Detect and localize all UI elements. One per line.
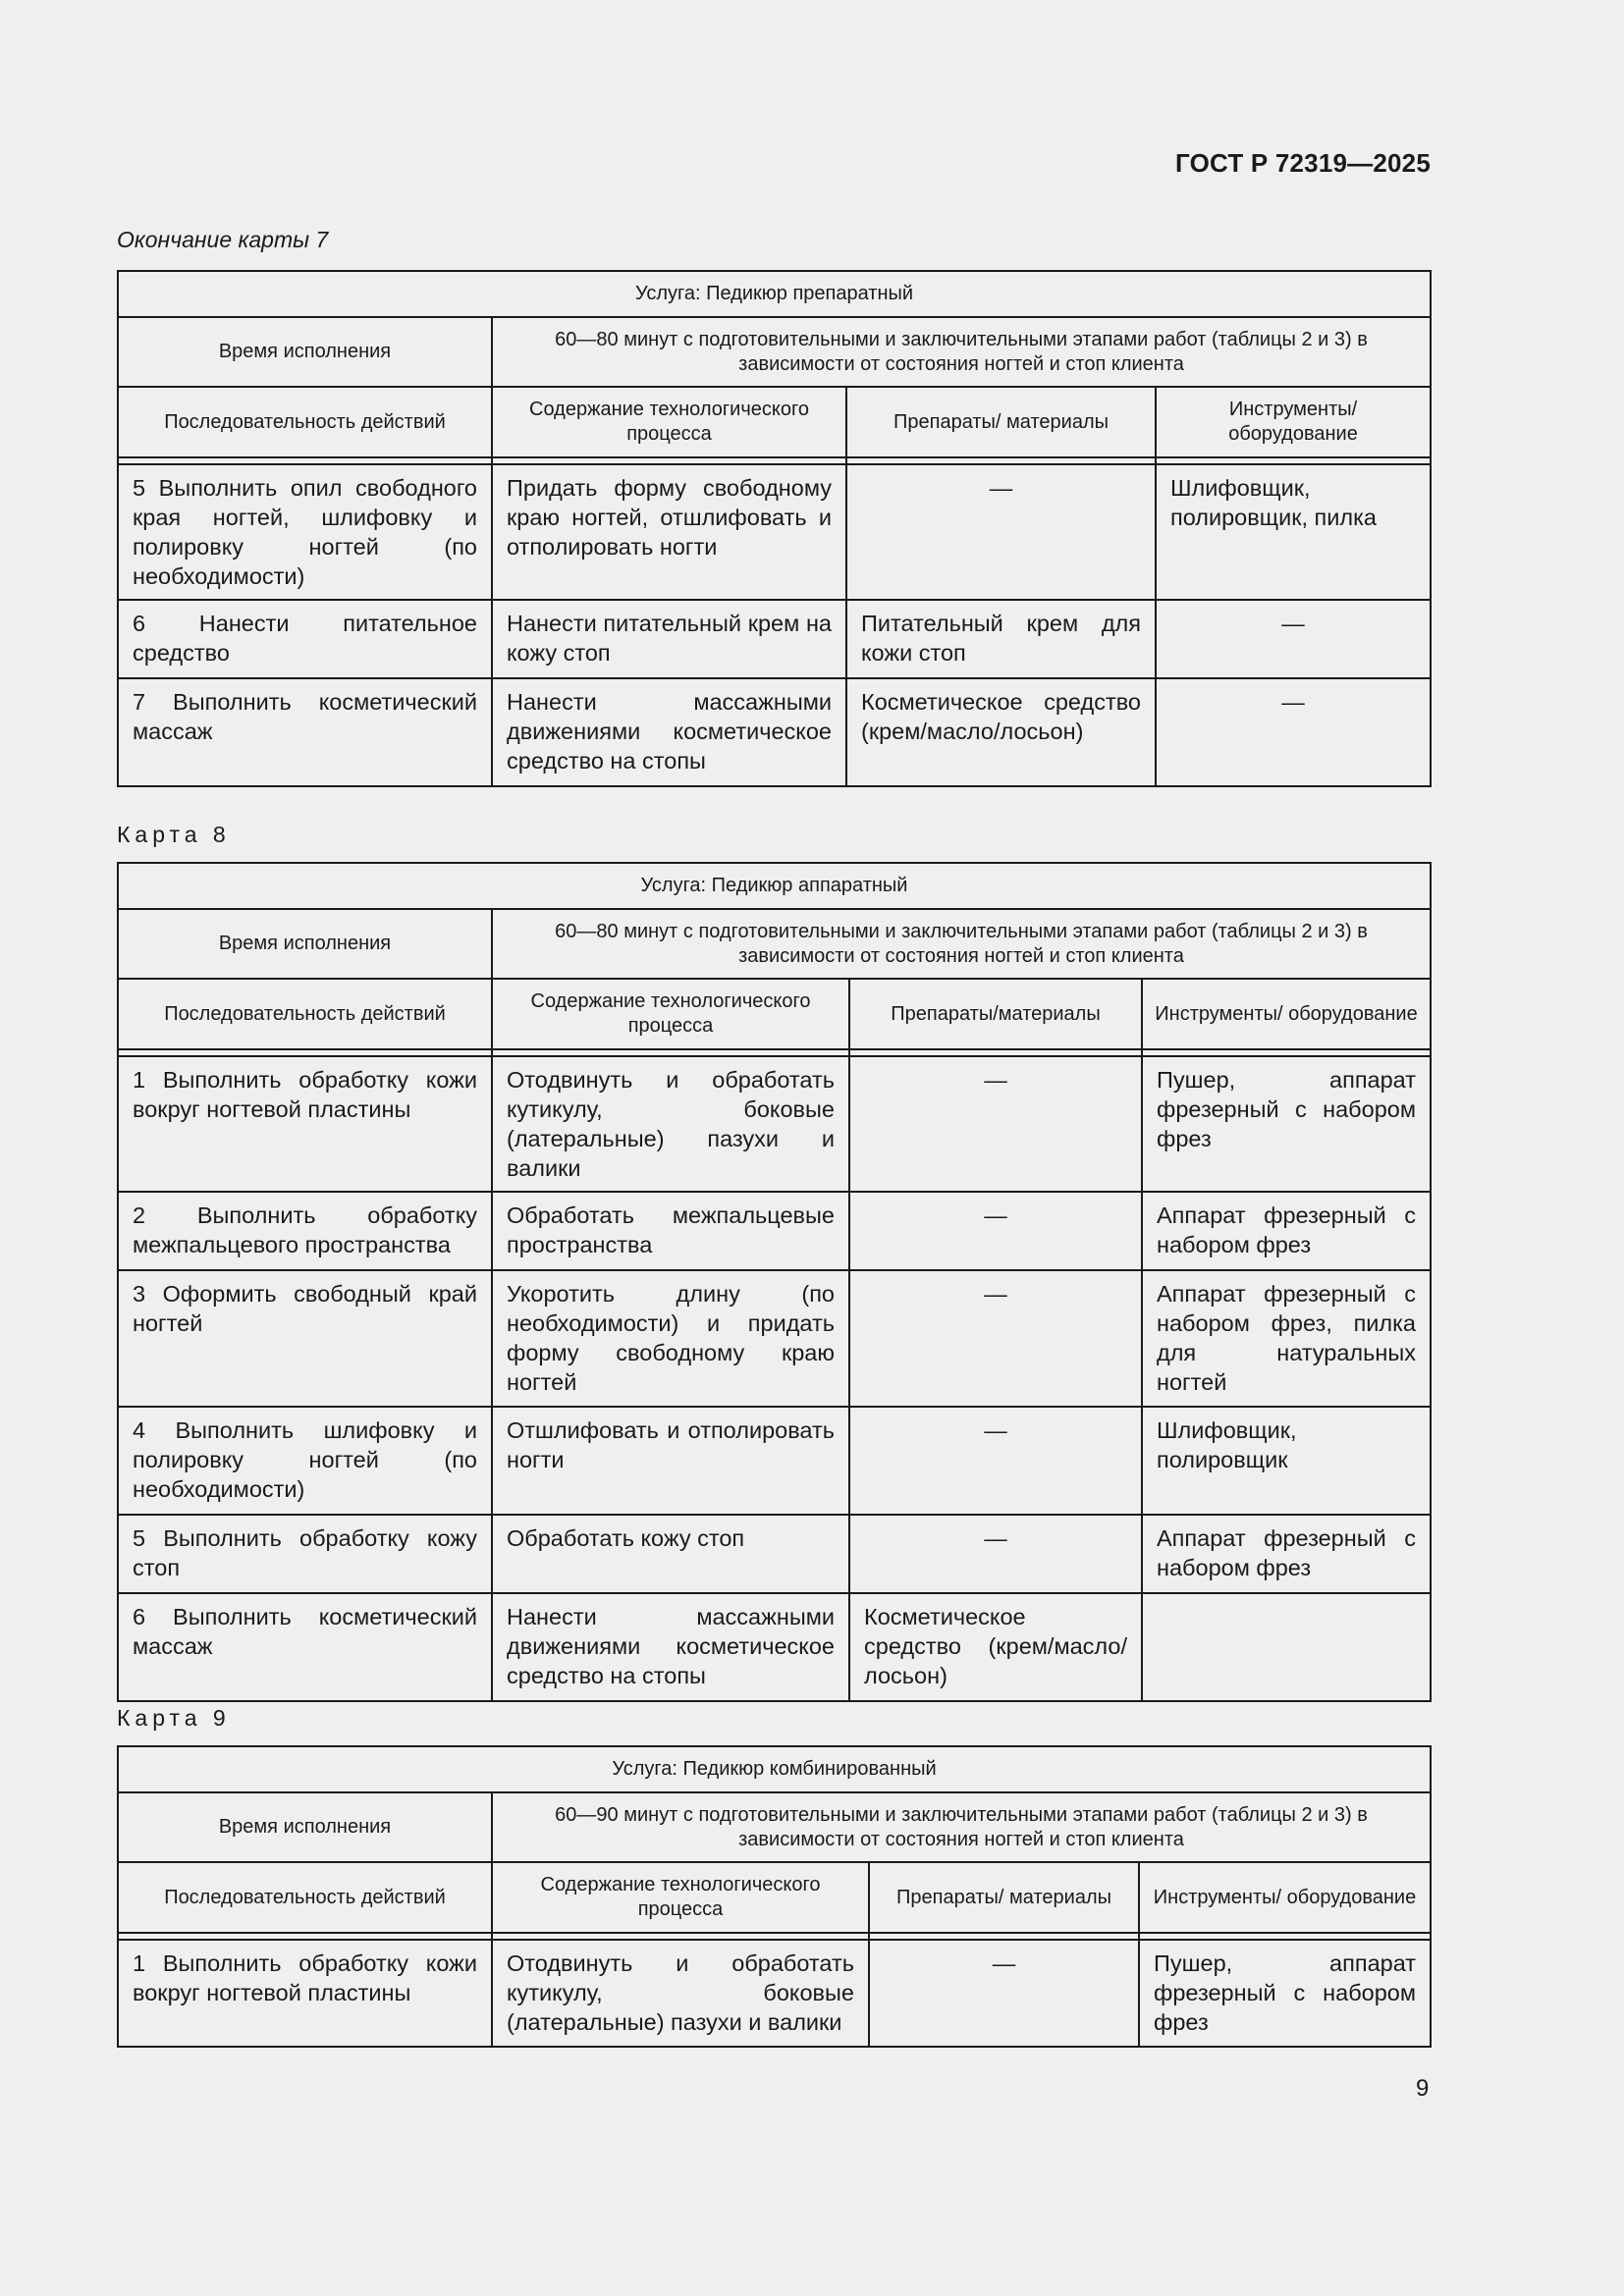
materials-cell: Питательный крем для кожи стоп [846, 600, 1156, 678]
time-value: 60—90 минут с подготовительными и заключительными этапами работ (таблицы 2 и 3) в зависимости от состояния ногтей и стоп клиента [492, 1792, 1431, 1862]
process-cell: Отодвинуть и обработать кутикулу, боковые (латеральные) пазухи и валики [492, 1940, 869, 2047]
step-cell: 1 Выполнить обработку кожи вокруг ногтевой пластины [118, 1940, 492, 2047]
tools-cell: Аппарат фрезерный с набором фрез [1142, 1192, 1431, 1270]
process-cell: Придать форму свободному краю ногтей, отшлифовать и отполировать ногти [492, 464, 846, 600]
table-row [118, 678, 1431, 786]
col-header-materials: Препараты/материалы [849, 979, 1142, 1049]
table-row [118, 464, 1431, 600]
card9-caption: Карта 9 [117, 1705, 231, 1731]
step-cell: 2 Выполнить обработку межпальцевого пространства [118, 1192, 492, 1270]
tools-cell: — [1156, 678, 1431, 786]
materials-cell: — [849, 1056, 1142, 1192]
step-cell: 5 Выполнить опил свободного края ногтей, шлифовку и полировку ногтей (по необходимости) [118, 464, 492, 600]
tools-cell: Шлифовщик, полировщик, пилка [1156, 464, 1431, 600]
step-cell: 7 Выполнить косметический массаж [118, 678, 492, 786]
tools-cell: Шлифовщик, полировщик [1142, 1407, 1431, 1515]
table-row [118, 1056, 1431, 1192]
col-header-materials: Препараты/ материалы [846, 387, 1156, 457]
tools-cell: — [1156, 600, 1431, 678]
col-header-tools: Инструменты/ оборудование [1142, 979, 1431, 1049]
process-cell: Нанести массажными движениями косметическое средство на стопы [492, 678, 846, 786]
process-cell: Нанести питательный крем на кожу стоп [492, 600, 846, 678]
process-cell: Отшлифовать и отполировать ногти [492, 1407, 849, 1515]
service-title: Услуга: Педикюр аппаратный [118, 863, 1431, 909]
process-cell: Укоротить длину (по необходимости) и придать форму свободному краю ногтей [492, 1270, 849, 1407]
step-cell: 5 Выполнить обработку кожу стоп [118, 1515, 492, 1593]
process-cell: Отодвинуть и обработать кутикулу, боковые (латеральные) пазухи и валики [492, 1056, 849, 1192]
col-header-process: Содержание технологического процесса [492, 979, 849, 1049]
step-cell: 4 Выполнить шлифовку и полировку ногтей (по необходимости) [118, 1407, 492, 1515]
time-label: Время исполнения [118, 909, 492, 979]
materials-cell: — [849, 1515, 1142, 1593]
service-title: Услуга: Педикюр комбинированный [118, 1746, 1431, 1792]
card7-table [117, 270, 1432, 787]
step-cell: 3 Оформить свободный край ногтей [118, 1270, 492, 1407]
materials-cell: — [849, 1192, 1142, 1270]
col-header-tools: Инструменты/ оборудование [1156, 387, 1431, 457]
table-row [118, 1192, 1431, 1270]
table-row [118, 600, 1431, 678]
step-cell: 6 Выполнить косметический массаж [118, 1593, 492, 1701]
tools-cell: Аппарат фрезерный с набором фрез [1142, 1515, 1431, 1593]
col-header-materials: Препараты/ материалы [869, 1862, 1139, 1933]
step-cell: 6 Нанести питательное средство [118, 600, 492, 678]
process-cell: Нанести массажными движениями косметическое средство на стопы [492, 1593, 849, 1701]
materials-cell: — [849, 1407, 1142, 1515]
col-header-process: Содержание технологического процесса [492, 1862, 869, 1933]
card9-table [117, 1745, 1432, 2048]
col-header-sequence: Последовательность действий [118, 1862, 492, 1933]
table-row [118, 1593, 1431, 1701]
materials-cell: Косметическое средство (крем/масло/лосьон) [846, 678, 1156, 786]
time-label: Время исполнения [118, 1792, 492, 1862]
service-title: Услуга: Педикюр препаратный [118, 271, 1431, 317]
time-value: 60—80 минут с подготовительными и заключительными этапами работ (таблицы 2 и 3) в зависимости от состояния ногтей и стоп клиента [492, 317, 1431, 387]
standard-designation: ГОСТ Р 72319—2025 [1175, 148, 1431, 178]
table-row [118, 1940, 1431, 2047]
card7-end-caption: Окончание карты 7 [117, 227, 329, 252]
time-label: Время исполнения [118, 317, 492, 387]
tools-cell: Пушер, аппарат фрезерный с набором фрез [1139, 1940, 1431, 2047]
card8-table [117, 862, 1432, 1702]
tools-cell [1142, 1593, 1431, 1701]
time-value: 60—80 минут с подготовительными и заключительными этапами работ (таблицы 2 и 3) в зависимости от состояния ногтей и стоп клиента [492, 909, 1431, 979]
tools-cell: Пушер, аппарат фрезерный с набором фрез [1142, 1056, 1431, 1192]
tools-cell: Аппарат фрезерный с набором фрез, пилка для натуральных ногтей [1142, 1270, 1431, 1407]
table-row [118, 1270, 1431, 1407]
materials-cell: — [869, 1940, 1139, 2047]
table-row [118, 1407, 1431, 1515]
materials-cell: — [849, 1270, 1142, 1407]
table-row [118, 1515, 1431, 1593]
col-header-sequence: Последовательность действий [118, 387, 492, 457]
materials-cell: Косметическое средство (крем/масло/лосьон) [849, 1593, 1142, 1701]
card8-caption: Карта 8 [117, 822, 231, 847]
page-number: 9 [1416, 2075, 1430, 2102]
materials-cell: — [846, 464, 1156, 600]
col-header-sequence: Последовательность действий [118, 979, 492, 1049]
process-cell: Обработать кожу стоп [492, 1515, 849, 1593]
col-header-process: Содержание технологического процесса [492, 387, 846, 457]
process-cell: Обработать межпальцевые пространства [492, 1192, 849, 1270]
step-cell: 1 Выполнить обработку кожи вокруг ногтевой пластины [118, 1056, 492, 1192]
col-header-tools: Инструменты/ оборудование [1139, 1862, 1431, 1933]
